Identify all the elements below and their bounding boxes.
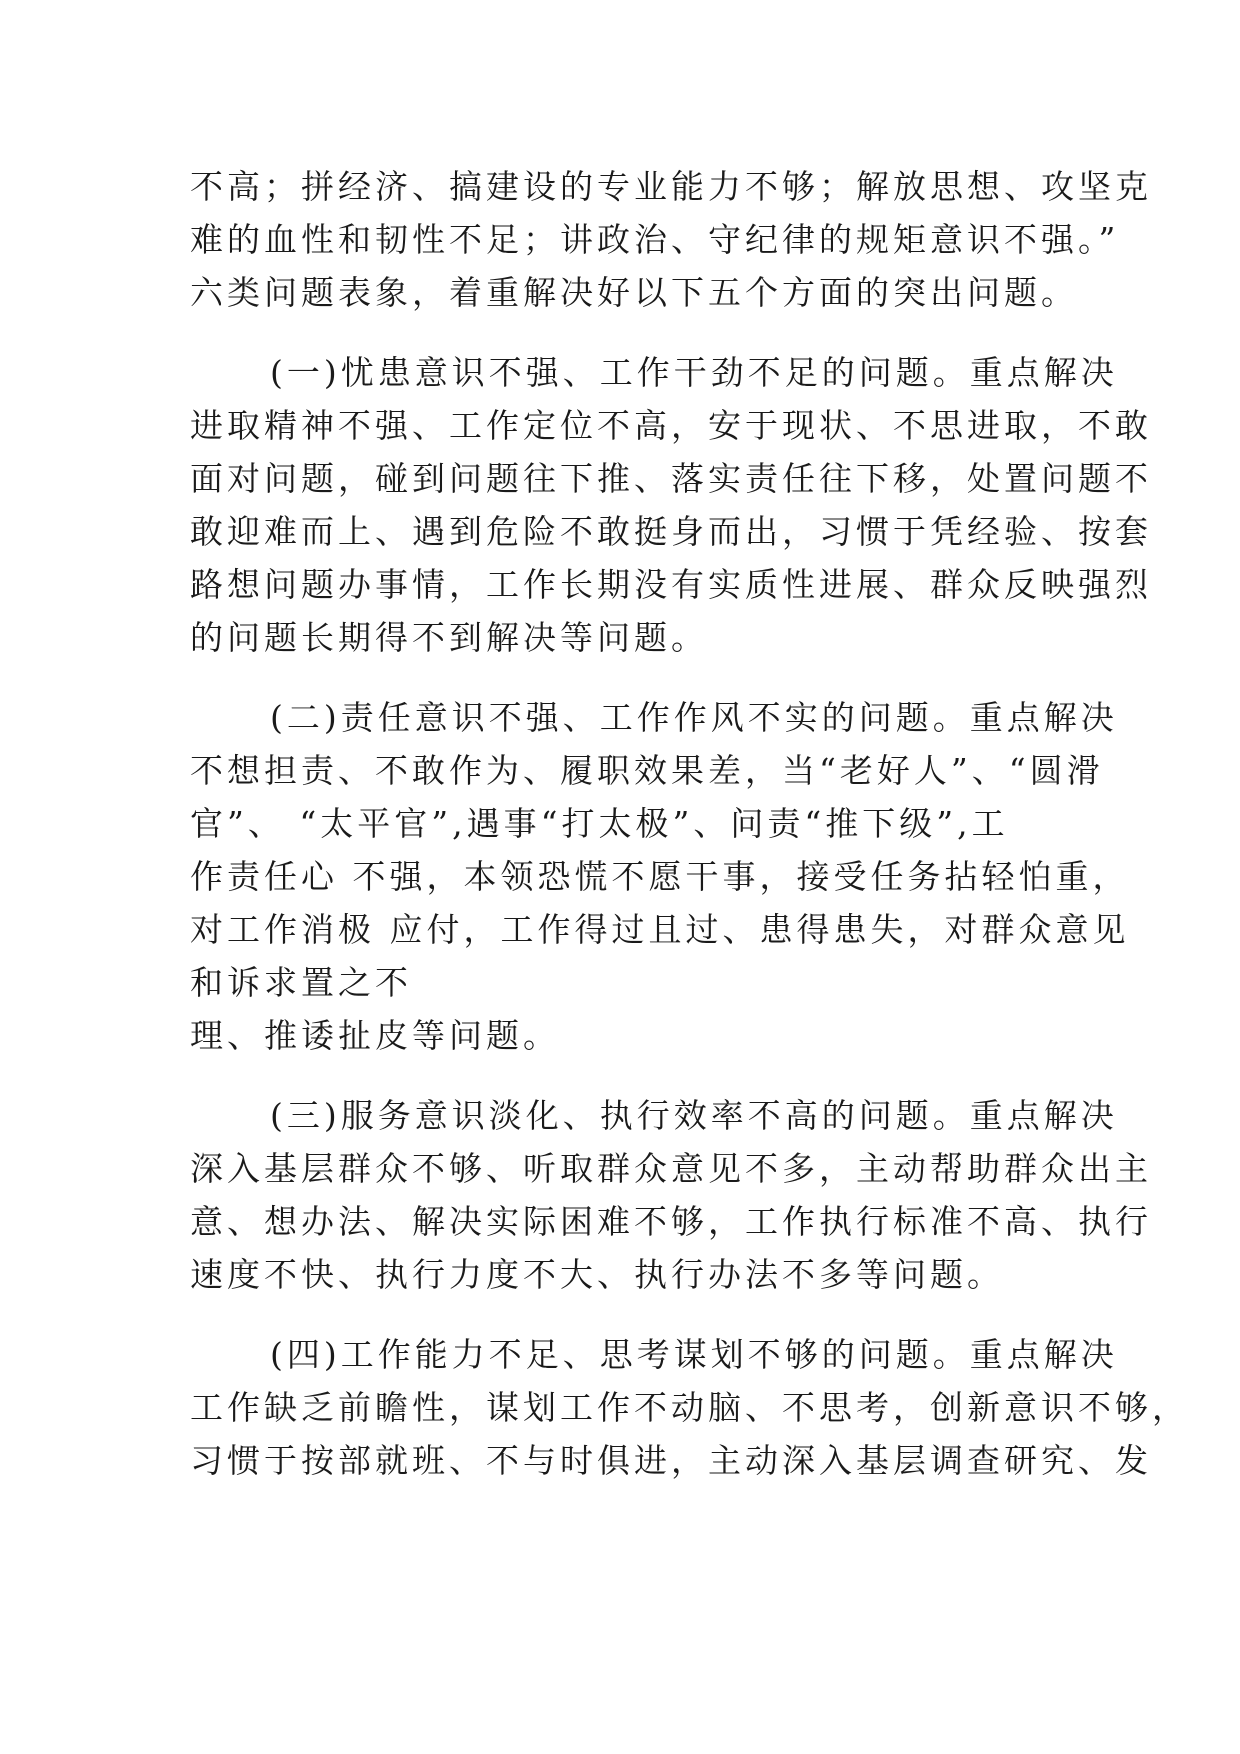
text-line: 不想担责、不敢作为、履职效果差，当“老好人”、“圆滑	[190, 751, 1104, 790]
text-line: 理、推诿扯皮等问题。	[190, 1016, 560, 1055]
section-heading-line: (三)服务意识淡化、执行效率不高的问题。重点解决	[270, 1096, 1118, 1135]
text-line: 面对问题，碰到问题往下推、落实责任往下移，处置问题不	[190, 459, 1152, 498]
paragraph-section-4	[190, 1328, 1189, 1487]
section-heading-line: (二)责任意识不强、工作作风不实的问题。重点解决	[270, 698, 1118, 737]
text-line: 六类问题表象，着重解决好以下五个方面的突出问题。	[190, 273, 1078, 312]
paragraph-intro-continuation	[190, 160, 1152, 319]
text-line: 的问题长期得不到解决等问题。	[190, 618, 708, 657]
paragraph-section-2	[190, 691, 1130, 1062]
section-heading-line: (四)工作能力不足、思考谋划不够的问题。重点解决	[270, 1335, 1118, 1374]
text-line: 难的血性和韧性不足；讲政治、守纪律的规矩意识不强。”	[190, 220, 1120, 259]
text-line: 作责任心 不强，本领恐慌不愿干事，接受任务拈轻怕重，	[190, 857, 1130, 896]
section-heading-line: (一)忧患意识不强、工作干劲不足的问题。重点解决	[270, 353, 1118, 392]
text-line: 习惯于按部就班、不与时俱进，主动深入基层调查研究、发	[190, 1441, 1152, 1480]
paragraph-section-1	[190, 346, 1152, 664]
paragraph-section-3	[190, 1089, 1152, 1301]
text-line: 工作缺乏前瞻性，谋划工作不动脑、不思考，创新意识不够，	[190, 1388, 1189, 1427]
text-line: 敢迎难而上、遇到危险不敢挺身而出，习惯于凭经验、按套	[190, 512, 1152, 551]
text-line: 速度不快、执行力度不大、执行办法不多等问题。	[190, 1255, 1004, 1294]
text-line: 路想问题办事情，工作长期没有实质性进展、群众反映强烈	[190, 565, 1152, 604]
text-line: 不高；拼经济、搞建设的专业能力不够；解放思想、攻坚克	[190, 167, 1152, 206]
text-line: 深入基层群众不够、听取群众意见不多，主动帮助群众出主	[190, 1149, 1152, 1188]
text-line: 对工作消极 应付，工作得过且过、患得患失，对群众意见	[190, 910, 1130, 949]
text-line: 官”、 “太平官”,遇事“打太极”、问责“推下级”,工	[190, 804, 1009, 843]
document-body	[190, 160, 1189, 1487]
text-line: 和诉求置之不	[190, 963, 412, 1002]
text-line: 进取精神不强、工作定位不高，安于现状、不思进取，不敢	[190, 406, 1152, 445]
text-line: 意、想办法、解决实际困难不够，工作执行标准不高、执行	[190, 1202, 1152, 1241]
